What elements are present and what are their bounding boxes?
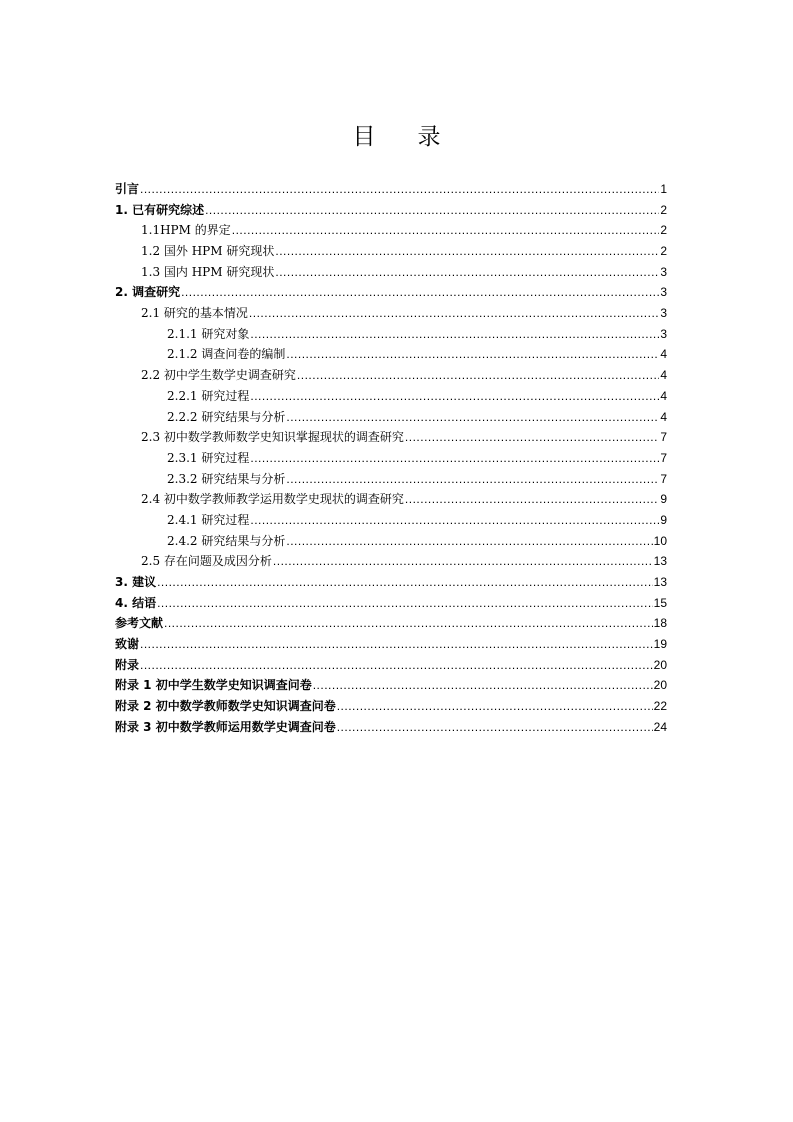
toc-dot-leader [275, 241, 659, 262]
toc-dot-leader [275, 262, 659, 283]
toc-entry[interactable] [115, 572, 667, 593]
toc-dot-leader [337, 696, 653, 717]
toc-entry-page-number: 4 [660, 368, 667, 383]
toc-entry-label: 2.3.2 研究结果与分析 [167, 471, 286, 486]
toc-entry-label: 2.4.2 研究结果与分析 [167, 533, 286, 548]
toc-entry-page-number: 22 [653, 699, 667, 714]
toc-entry[interactable] [115, 427, 667, 448]
toc-entry-page-number: 4 [660, 388, 667, 403]
toc-entry[interactable] [115, 303, 667, 324]
toc-entry-page-number: 3 [660, 306, 667, 321]
toc-entry-label: 2.1.1 研究对象 [167, 326, 250, 341]
toc-entry-label: 3. 建议 [115, 575, 157, 590]
toc-dot-leader [337, 717, 653, 738]
toc-entry[interactable] [115, 655, 667, 676]
toc-entry[interactable] [115, 531, 667, 552]
toc-entry-label: 2.4 初中数学教师教学运用数学史现状的调查研究 [141, 492, 404, 507]
toc-dot-leader [164, 613, 653, 634]
toc-entry-page-number: 3 [660, 264, 667, 279]
toc-dot-leader [405, 489, 659, 510]
toc-entry-page-number: 2 [660, 202, 667, 217]
toc-entry[interactable] [115, 551, 667, 572]
toc-entry-label: 致谢 [115, 637, 140, 652]
toc-dot-leader [286, 407, 659, 428]
toc-dot-leader [405, 427, 659, 448]
toc-entry-label: 引言 [115, 181, 140, 196]
toc-dot-leader [140, 655, 653, 676]
toc-entry[interactable] [115, 262, 667, 283]
toc-dot-leader [286, 469, 659, 490]
toc-entry[interactable] [115, 365, 667, 386]
toc-entry[interactable] [115, 324, 667, 345]
toc-entry[interactable] [115, 469, 667, 490]
toc-dot-leader [250, 510, 659, 531]
toc-dot-leader [250, 448, 659, 469]
toc-dot-leader [140, 634, 653, 655]
toc-entry[interactable] [115, 613, 667, 634]
toc-entry-label: 附录 2 初中数学教师数学史知识调查问卷 [115, 699, 336, 714]
toc-dot-leader [250, 386, 659, 407]
toc-entry-page-number: 4 [660, 347, 667, 362]
toc-entry-label: 2.2 初中学生数学史调查研究 [141, 368, 296, 383]
toc-entry[interactable] [115, 220, 667, 241]
toc-entry-page-number: 3 [660, 326, 667, 341]
toc-entry[interactable] [115, 489, 667, 510]
toc-entry-page-number: 24 [653, 719, 667, 734]
toc-entry-page-number: 4 [660, 409, 667, 424]
toc-entry-page-number: 7 [660, 471, 667, 486]
toc-entry-label: 附录 1 初中学生数学史知识调查问卷 [115, 678, 312, 693]
toc-entry-page-number: 18 [653, 616, 667, 631]
toc-entry-label: 2.1 研究的基本情况 [141, 306, 248, 321]
toc-entry-page-number: 3 [660, 285, 667, 300]
toc-entry-label: 1.1HPM 的界定 [141, 223, 231, 238]
toc-entry-label: 4. 结语 [115, 595, 157, 610]
toc-entry-page-number: 13 [653, 554, 667, 569]
toc-entry[interactable] [115, 407, 667, 428]
toc-title: 目录 [352, 124, 483, 150]
toc-entry[interactable] [115, 717, 667, 738]
toc-entry[interactable] [115, 179, 667, 200]
toc-dot-leader [157, 593, 653, 614]
toc-entry-label: 1.2 国外 HPM 研究现状 [141, 244, 275, 259]
toc-entry-label: 2.2.2 研究结果与分析 [167, 409, 286, 424]
toc-dot-leader [297, 365, 659, 386]
toc-entry-label: 参考文献 [115, 616, 164, 631]
toc-entry-label: 2.3 初中数学教师数学史知识掌握现状的调查研究 [141, 430, 404, 445]
toc-entry-label: 附录 [115, 657, 140, 672]
toc-entry[interactable] [115, 241, 667, 262]
toc-entry-page-number: 7 [660, 450, 667, 465]
toc-entry[interactable] [115, 448, 667, 469]
toc-dot-leader [286, 531, 652, 552]
toc-entry-page-number: 19 [653, 637, 667, 652]
toc-dot-leader [157, 572, 653, 593]
toc-entry[interactable] [115, 200, 667, 221]
toc-entry-page-number: 20 [653, 657, 667, 672]
toc-dot-leader [250, 324, 659, 345]
toc-entry[interactable] [115, 282, 667, 303]
toc-entry-page-number: 2 [660, 244, 667, 259]
toc-entry-label: 附录 3 初中数学教师运用数学史调查问卷 [115, 719, 336, 734]
toc-entry-page-number: 13 [653, 575, 667, 590]
toc-dot-leader [140, 179, 659, 200]
toc-entry-label: 1. 已有研究综述 [115, 202, 205, 217]
toc-entry-label: 2.4.1 研究过程 [167, 512, 250, 527]
toc-entry[interactable] [115, 676, 667, 697]
toc-entry[interactable] [115, 593, 667, 614]
toc-entry[interactable] [115, 345, 667, 366]
toc-entry[interactable] [115, 510, 667, 531]
toc-entry-page-number: 10 [653, 533, 667, 548]
toc-dot-leader [249, 303, 659, 324]
toc-entry-page-number: 20 [653, 678, 667, 693]
toc-dot-leader [232, 220, 660, 241]
toc-dot-leader [273, 551, 653, 572]
toc-entry-page-number: 9 [660, 512, 667, 527]
toc-entry-label: 1.3 国内 HPM 研究现状 [141, 264, 275, 279]
toc-entry-label: 2.5 存在问题及成因分析 [141, 554, 272, 569]
toc-entry-label: 2. 调查研究 [115, 285, 181, 300]
toc-entry-label: 2.1.2 调查问卷的编制 [167, 347, 286, 362]
toc-entry-page-number: 1 [660, 181, 667, 196]
toc-entry-page-number: 9 [660, 492, 667, 507]
toc-entry[interactable] [115, 634, 667, 655]
toc-list [115, 179, 667, 738]
toc-dot-leader [205, 200, 659, 221]
toc-dot-leader [313, 676, 653, 697]
toc-entry[interactable] [115, 696, 667, 717]
toc-entry[interactable] [115, 386, 667, 407]
toc-dot-leader [181, 282, 659, 303]
toc-entry-page-number: 2 [660, 223, 667, 238]
toc-dot-leader [286, 345, 659, 366]
toc-entry-label: 2.3.1 研究过程 [167, 450, 250, 465]
toc-entry-label: 2.2.1 研究过程 [167, 388, 250, 403]
toc-entry-page-number: 7 [660, 430, 667, 445]
toc-entry-page-number: 15 [653, 595, 667, 610]
